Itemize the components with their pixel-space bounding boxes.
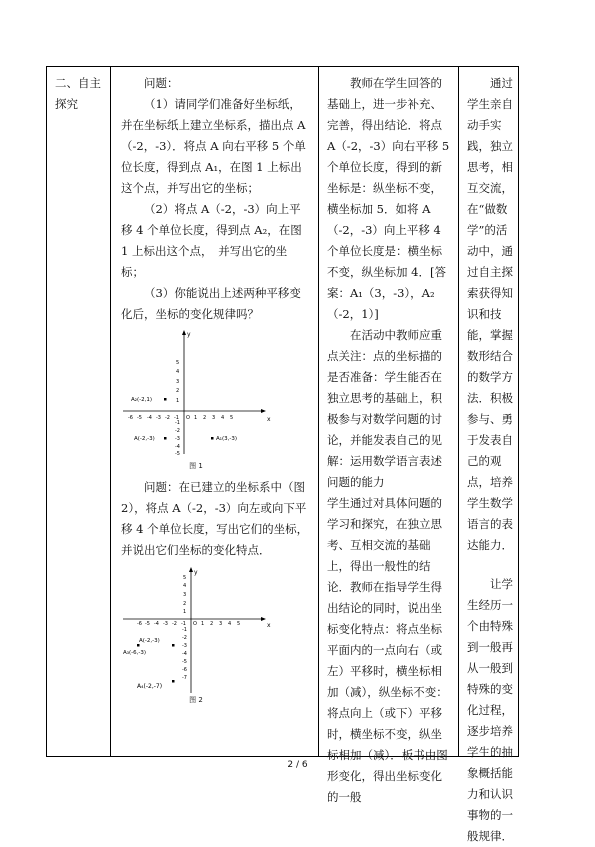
fig1-xtick: -4 — [147, 415, 152, 421]
question-label: 问题： — [144, 76, 179, 90]
svg-text:4: 4 — [228, 621, 232, 627]
svg-text:-3: -3 — [182, 643, 187, 649]
svg-text:3: 3 — [219, 621, 223, 627]
svg-text:2: 2 — [210, 621, 214, 627]
intent-para-2: 让学生经历一个由特殊到一般再从一般到特殊的变化过程，逐步培养学生的抽象概括能力和认识事物的一般规律． — [467, 577, 513, 843]
svg-text:4: 4 — [183, 583, 187, 589]
figure-1-caption: 图 1 — [189, 462, 203, 470]
fig1-ytick: 3 — [176, 379, 180, 385]
fig1-xtick: 2 — [203, 415, 207, 421]
svg-text:1: 1 — [183, 609, 187, 615]
teacher-para-1: 教师在学生回答的基础上，进一步补充、完善，得出结论．将点 A（-2，-3）向右平移 5 个单位长度，得到的新坐标是：纵坐标不变，横坐标加 5．如将 A（-2，-3）向上平移 4 个单位长度是：横坐标不变，纵坐标加 4．[答案：A₁（3，-3），A₂（-2，1）] — [327, 76, 450, 321]
teacher-para-2: 在活动中教师应重点关注：点的坐标描的是否准备：学生能否在独立思考的基础上，积极参与对数学问题的讨论，并能发表自己的见解：运用数学语言表述问题的能力 — [327, 328, 442, 489]
fig1-ytick: 5 — [176, 360, 180, 366]
teacher-column — [319, 67, 459, 804]
figure-2 — [121, 567, 310, 705]
fig1-xtick: -2 — [165, 415, 170, 421]
svg-text:-6: -6 — [137, 621, 142, 627]
intent-column — [459, 67, 520, 843]
fig1-xtick: 4 — [221, 415, 225, 421]
fig1-point-a2: A₂(-2,1) — [131, 397, 152, 403]
fig1-ytick: -1 — [175, 420, 180, 426]
fig2-point-a4: A₄(-2,-7) — [137, 683, 163, 690]
question-2: 问题：在已建立的坐标系中（图 2），将点 A（-2，-3）向左或向下平移 4 个单位长度，写出它们的坐标，并说出它们坐标的变化特点． — [121, 480, 309, 557]
fig1-ytick: -2 — [175, 428, 180, 434]
figure-1 — [121, 329, 310, 471]
svg-text:1: 1 — [201, 621, 205, 627]
fig2-axis-x: x — [267, 622, 271, 629]
fig1-axis-y: y — [187, 331, 191, 338]
fig1-point-a1: A₁(3,-3) — [216, 436, 237, 442]
fig2-point-a3: A₃(-6,-3) — [123, 650, 146, 656]
fig1-xtick: -5 — [137, 415, 142, 421]
question-part-1: （1）请同学们准备好坐标纸，并在坐标纸上建立坐标系，描出点 A（-2，-3）．将点 A 向右平移 5 个单位长度，得到点 A₁，在图 1 上标出这个点，并写出它的坐标； — [121, 97, 306, 195]
intent-para-1: 通过学生亲自动手实践，独立思考，相互交流，在“做数学”的活动中，通过自主探索获得知识和技能，掌握数形结合的数学方法．积极参与、勇于发表自己的观点，培养学生数学语言的表达能力． — [467, 76, 513, 552]
fig1-xtick: -1 — [174, 415, 179, 421]
svg-text:-2: -2 — [182, 635, 187, 641]
svg-text:5: 5 — [183, 575, 187, 581]
svg-text:5: 5 — [237, 621, 241, 627]
fig1-origin: O — [186, 415, 190, 421]
fig1-ytick: 2 — [176, 388, 180, 394]
fig1-ytick: 1 — [176, 398, 180, 404]
svg-text:-2: -2 — [172, 621, 177, 627]
fig1-ytick: -3 — [175, 436, 180, 442]
svg-text:-5: -5 — [145, 621, 150, 627]
fig1-xtick: 3 — [212, 415, 216, 421]
fig1-xtick: -6 — [128, 415, 133, 421]
fig1-ytick: 4 — [176, 369, 180, 375]
fig1-xtick: -3 — [156, 415, 161, 421]
question-part-2: （2）将点 A（-2，-3）向上平移 4 个单位长度，得到点 A₂，在图 1 上标出这个点， 并写出它的坐标； — [121, 202, 302, 279]
fig1-xtick: 5 — [230, 415, 234, 421]
svg-text:-7: -7 — [182, 675, 187, 681]
fig1-point-a: A(-2,-3) — [134, 436, 155, 442]
figure-2-caption: 图 2 — [189, 696, 203, 704]
svg-text:-1: -1 — [182, 627, 187, 633]
svg-text:-6: -6 — [182, 667, 187, 673]
fig1-ytick: -5 — [175, 451, 180, 457]
svg-text:-1: -1 — [181, 621, 186, 627]
section-column — [47, 67, 111, 756]
fig2-axis-y: y — [194, 569, 198, 576]
page-number: 2 / 6 — [287, 760, 308, 770]
svg-text:-4: -4 — [182, 651, 187, 657]
svg-text:2: 2 — [183, 601, 187, 607]
section-label: 二、自主探究 — [55, 76, 101, 111]
question-part-3: （3）你能说出上述两种平移变化后，坐标的变化规律吗？ — [121, 286, 301, 321]
fig1-ytick: -4 — [175, 444, 180, 450]
fig1-xtick: 1 — [194, 415, 198, 421]
svg-text:-4: -4 — [154, 621, 159, 627]
svg-text:-5: -5 — [182, 659, 187, 665]
svg-text:O: O — [193, 621, 197, 627]
fig2-point-a: A(-2,-3) — [139, 638, 160, 644]
fig1-axis-x: x — [267, 416, 271, 423]
svg-text:3: 3 — [183, 592, 187, 598]
teacher-para-3: 学生通过对具体问题的学习和探究，在独立思考、互相交流的基础上，得出一般性的结论．教师在指导学生得出结论的同时，说出坐标变化特点：将点坐标平面内的一点向右（或左）平移时，横坐标相加（减），纵坐标不变：将点向上（或下）平移时，横坐标不变，纵坐标相加（减）．板书由图形变化，得出坐标变化的一般 — [327, 496, 448, 804]
activity-column — [111, 67, 319, 756]
svg-text:-3: -3 — [163, 621, 168, 627]
